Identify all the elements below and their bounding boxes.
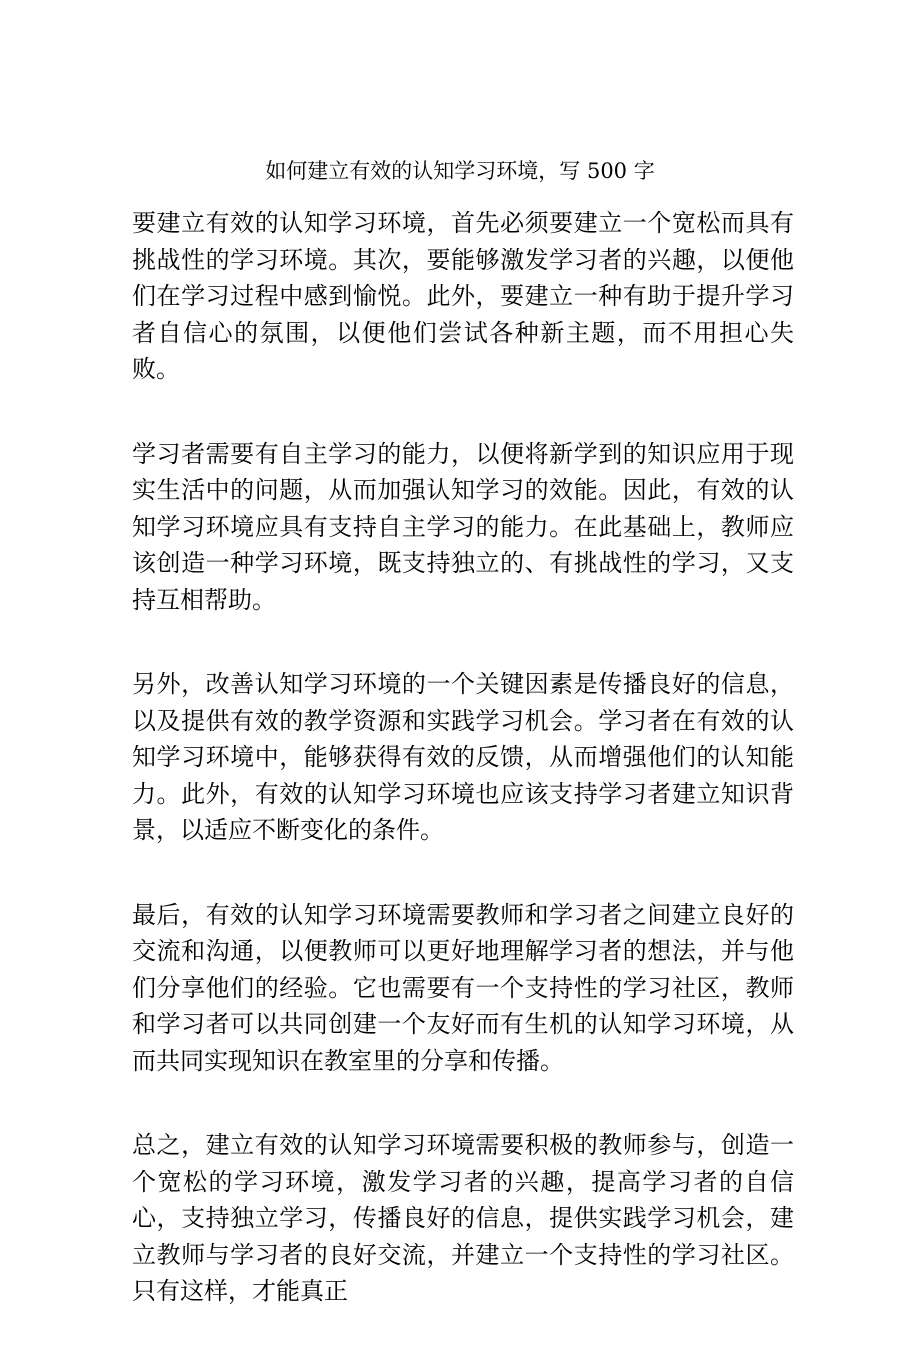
document-title: 如何建立有效的认知学习环境，写 500 字 [265,159,655,183]
paragraph-5: 总之，建立有效的认知学习环境需要积极的教师参与，创造一个宽松的学习环境，激发学习者的兴趣，提高学习者的自信心，支持独立学习，传播良好的信息，提供实践学习机会，建立教师与学习者的良好交流，并建立一个支持性的学习社区。只有这样，才能真正 [132,1131,794,1305]
paragraph-4: 最后，有效的认知学习环境需要教师和学习者之间建立良好的交流和沟通，以便教师可以更好地理解学习者的想法，并与他们分享他们的经验。它也需要有一个支持性的学习社区，教师和学习者可以共同创建一个友好而有生机的认知学习环境，从而共同实现知识在教室里的分享和传播。 [132,900,794,1075]
paragraph-2: 学习者需要有自主学习的能力，以便将新学到的知识应用于现实生活中的问题，从而加强认知学习的效能。因此，有效的认知学习环境应具有支持自主学习的能力。在此基础上，教师应该创造一种学习环境，既支持独立的、有挑战性的学习，又支持互相帮助。 [132,439,794,614]
document-body [132,205,794,1358]
paragraph-1: 要建立有效的认知学习环境，首先必须要建立一个宽松而具有挑战性的学习环境。其次，要能够激发学习者的兴趣，以便他们在学习过程中感到愉悦。此外，要建立一种有助于提升学习者自信心的氛围，以便他们尝试各种新主题，而不用担心失败。 [132,209,794,383]
paragraph-3: 另外，改善认知学习环境的一个关键因素是传播良好的信息，以及提供有效的教学资源和实践学习机会。学习者在有效的认知学习环境中，能够获得有效的反馈，从而增强他们的认知能力。此外，有效的认知学习环境也应该支持学习者建立知识背景，以适应不断变化的条件。 [132,670,794,844]
